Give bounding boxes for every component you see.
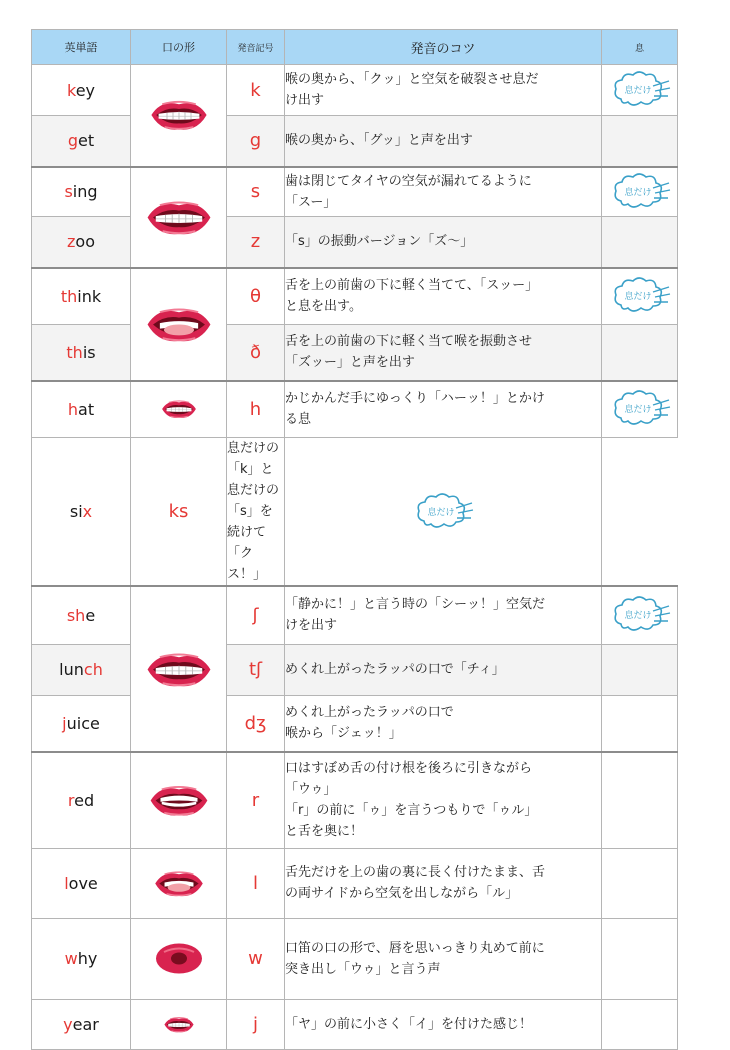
breath-cloud-icon — [609, 388, 671, 430]
word-text: e — [85, 605, 96, 625]
table-row — [32, 438, 678, 587]
word-text: ear — [72, 1014, 99, 1034]
word-text: ed — [74, 790, 95, 810]
tip-line: 口はすぼめ舌の付け根を後ろに引きながら — [285, 761, 533, 777]
breath-cell — [285, 438, 602, 587]
tip-line: 舌先だけを上の歯の裏に長く付けたまま、舌 — [285, 865, 546, 880]
table-row — [32, 999, 678, 1049]
table-row — [32, 695, 678, 752]
word-cell — [32, 325, 131, 381]
tip-line: 突き出し「ウゥ」と言う声 — [285, 961, 441, 977]
word-text: hy — [77, 949, 98, 968]
tip-line: る息 — [285, 412, 312, 428]
phonetic-symbol: ks — [131, 438, 227, 587]
tip-line: 喉の奥から、「グッ」と声を出す — [285, 133, 473, 149]
breath-cell — [602, 268, 678, 325]
breath-cloud-icon — [412, 491, 474, 533]
breath-cell — [602, 586, 678, 644]
tip-line: 舌を上の前歯の下に軽く当て喉を振動させ — [285, 334, 533, 350]
header-tip: 発音のコツ — [285, 30, 602, 65]
breath-cloud-icon — [609, 594, 671, 636]
tip-line: 口笛の口の形で、唇を思いっきり丸めて前に — [285, 940, 545, 956]
word-highlight: y — [63, 1014, 73, 1034]
pronunciation-tip — [285, 65, 602, 116]
phonetic-symbol: ð — [227, 325, 285, 381]
header-mouth: 口の形 — [131, 30, 227, 65]
word-highlight: l — [64, 873, 69, 893]
word-text: ing — [72, 182, 98, 202]
table-row — [32, 918, 678, 999]
pronunciation-tip — [285, 268, 602, 325]
word-highlight: j — [62, 713, 67, 733]
breath-cloud-icon — [609, 275, 671, 317]
breath-cell — [602, 217, 678, 268]
mouth-cell — [131, 381, 227, 438]
table-row — [32, 116, 678, 167]
word-text: is — [82, 342, 96, 362]
word-text: ink — [77, 286, 102, 306]
tip-line: めくれ上がったラッパの口で「チィ」 — [285, 662, 505, 677]
phonetic-symbol: r — [227, 752, 285, 848]
tip-line: の両サイドから空気を出しながら「ル」 — [285, 886, 519, 901]
phonetic-symbol: g — [227, 116, 285, 167]
word-highlight: sh — [66, 605, 86, 625]
tip-line: と舌を奥に！ — [285, 824, 364, 840]
tip-line: 「ズッー」と声を出す — [285, 355, 415, 371]
phonetic-symbol: θ — [227, 268, 285, 325]
breath-cell — [602, 999, 678, 1049]
mouth-shape-icon — [138, 304, 220, 345]
breath-badge-label: 息だけ — [427, 507, 455, 518]
word-text: lun — [59, 660, 84, 679]
table-row — [32, 65, 678, 116]
tip-line: と息を出す。 — [285, 299, 362, 315]
pronunciation-tip — [285, 217, 602, 268]
phonetic-symbol: j — [227, 999, 285, 1049]
breath-cell — [602, 644, 678, 695]
mouth-cell — [131, 999, 227, 1049]
table-row — [32, 848, 678, 918]
word-cell — [32, 65, 131, 116]
pronunciation-table — [31, 29, 678, 1050]
pronunciation-tip — [285, 644, 602, 695]
tip-line: 「静かに！」と言う時の「シーッ！」空気だ — [285, 597, 546, 613]
word-cell — [32, 644, 131, 695]
header-word: 英単語 — [32, 30, 131, 65]
mouth-cell — [131, 848, 227, 918]
mouth-cell — [131, 918, 227, 999]
tip-line: けを出す — [285, 618, 338, 634]
word-cell — [32, 217, 131, 268]
word-cell — [32, 999, 131, 1049]
word-text: oo — [75, 232, 95, 252]
word-highlight: th — [60, 286, 78, 306]
breath-badge-label: 息だけ — [623, 187, 652, 198]
word-highlight: ch — [83, 660, 103, 679]
pronunciation-tip — [285, 116, 602, 167]
breath-cell — [602, 167, 678, 217]
word-highlight: k — [66, 80, 76, 100]
word-cell — [32, 695, 131, 752]
mouth-shape-icon — [138, 197, 220, 238]
breath-cell — [602, 918, 678, 999]
breath-badge-label: 息だけ — [623, 405, 652, 416]
phonetic-symbol: tʃ — [227, 644, 285, 695]
word-cell — [32, 586, 131, 644]
breath-cell — [602, 325, 678, 381]
tip-line: 「ヤ」の前に小さく「イ」を付けた感じ！ — [285, 1016, 533, 1032]
mouth-shape-icon — [148, 868, 210, 899]
pronunciation-tip — [285, 918, 602, 999]
phonetic-symbol: ʃ — [227, 586, 285, 644]
table-row — [32, 752, 678, 848]
tip-line: めくれ上がったラッパの口で — [285, 705, 454, 721]
pronunciation-tip — [285, 586, 602, 644]
tip-line: け出す — [285, 93, 325, 108]
tip-line: 舌を上の前歯の下に軽く当てて、「スッー」 — [285, 278, 539, 294]
table-row — [32, 381, 678, 438]
tip-line: 息だけの「k」と息だけの「s」を続けて — [227, 441, 280, 540]
mouth-shape-icon — [154, 941, 204, 976]
pronunciation-tip — [285, 695, 602, 752]
word-cell — [32, 752, 131, 848]
table-row — [32, 586, 678, 644]
breath-cell — [602, 116, 678, 167]
pronunciation-tip — [227, 438, 285, 587]
word-cell — [32, 167, 131, 217]
word-cell — [32, 918, 131, 999]
table-row — [32, 644, 678, 695]
tip-line: かじかんだ手にゆっくり「ハーッ！」とかけ — [285, 391, 545, 407]
table-row — [32, 217, 678, 268]
header-breath: 息 — [602, 30, 678, 65]
breath-cell — [602, 752, 678, 848]
mouth-cell — [131, 167, 227, 268]
pronunciation-tip — [285, 999, 602, 1049]
word-cell — [32, 848, 131, 918]
tip-line: 歯は閉じてタイヤの空気が漏れてるように — [285, 173, 532, 189]
word-text: si — [69, 502, 83, 521]
phonetic-symbol: l — [227, 848, 285, 918]
table-row — [32, 268, 678, 325]
word-cell — [32, 438, 131, 587]
tip-line: 「クス！」 — [227, 546, 267, 582]
breath-cell — [602, 381, 678, 438]
mouth-cell — [131, 586, 227, 752]
phonetic-symbol: k — [227, 65, 285, 116]
phonetic-symbol: dʒ — [227, 695, 285, 752]
pronunciation-tip — [285, 325, 602, 381]
table-row — [32, 325, 678, 381]
word-highlight: w — [64, 949, 78, 968]
word-text: ove — [68, 873, 98, 893]
breath-cloud-icon — [609, 171, 671, 213]
table-row — [32, 167, 678, 217]
word-text: ey — [75, 80, 95, 100]
mouth-shape-icon — [143, 97, 215, 133]
word-text: at — [78, 399, 95, 419]
breath-badge-label: 息だけ — [623, 292, 652, 303]
tip-line: 「スー」 — [285, 194, 337, 210]
word-highlight: th — [66, 342, 83, 362]
word-cell — [32, 268, 131, 325]
phonetic-symbol: s — [227, 167, 285, 217]
breath-cell — [602, 65, 678, 116]
word-highlight: x — [82, 502, 93, 521]
mouth-shape-icon — [142, 782, 216, 819]
word-text: uice — [66, 713, 100, 733]
tip-line: 「s」の振動バージョン「ズ〜」 — [285, 234, 474, 250]
mouth-shape-icon — [138, 649, 220, 690]
word-text: et — [78, 131, 95, 151]
mouth-cell — [131, 268, 227, 381]
word-highlight: r — [67, 790, 75, 810]
mouth-shape-icon — [160, 1015, 198, 1034]
phonetic-symbol: h — [227, 381, 285, 438]
word-highlight: z — [67, 232, 76, 252]
pronunciation-tip — [285, 752, 602, 848]
pronunciation-tip — [285, 167, 602, 217]
phonetic-symbol: w — [227, 918, 285, 999]
tip-line: 「r」の前に「ゥ」を言うつもりで「ゥル」 — [285, 803, 538, 819]
breath-cell — [602, 695, 678, 752]
mouth-shape-icon — [157, 398, 201, 420]
header-symbol: 発音記号 — [227, 30, 285, 65]
word-highlight: h — [67, 399, 79, 419]
breath-badge-label: 息だけ — [623, 86, 652, 96]
tip-line: 喉から「ジェッ！」 — [285, 726, 402, 742]
breath-cell — [602, 848, 678, 918]
breath-cloud-icon — [609, 69, 671, 111]
word-cell — [32, 381, 131, 438]
word-cell — [32, 116, 131, 167]
mouth-cell — [131, 752, 227, 848]
word-highlight: s — [64, 182, 73, 202]
word-highlight: g — [67, 131, 79, 151]
tip-line: 「ウゥ」 — [285, 782, 337, 798]
pronunciation-tip — [285, 848, 602, 918]
header-row — [32, 30, 678, 65]
tip-line: 喉の奥から、「クッ」と空気を破裂させ息だ — [285, 72, 539, 87]
pronunciation-tip — [285, 381, 602, 438]
phonetic-symbol: z — [227, 217, 285, 268]
mouth-cell — [131, 65, 227, 167]
breath-badge-label: 息だけ — [623, 611, 652, 622]
